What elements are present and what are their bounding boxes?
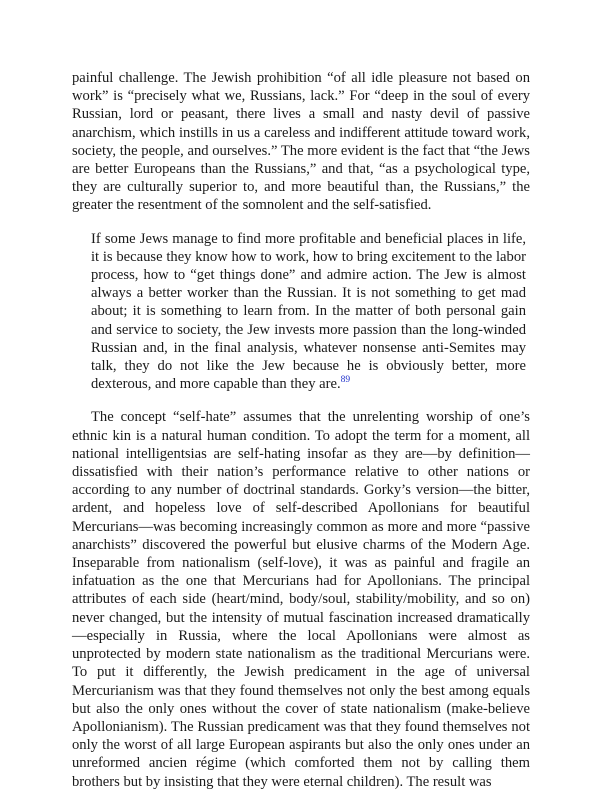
block-quote xyxy=(91,230,526,394)
page-body xyxy=(72,69,530,791)
paragraph-self-hate: The concept “self-hate” assumes that the unrelenting worship of one’s ethnic kin is a natural human condition. To adopt the term for a moment, all national intelligentsias are self-hating insofar as they are—by definition—dissatisfied with their nation’s performance relative to other nations or according to any number of doctrinal standards. Gorky’s version—the bitter, ardent, and hopeless love of self-described Apollonians for beautiful Mercurians—was becoming increasingly common as more and more “passive anarchists” discovered the powerful but elusive charms of the Modern Age. Inseparable from nationalism (self-love), it was as painful and fragile an infatuation as the one that Mercurians had for Apollonians. The principal attributes of each side (heart/mind, body/soul, stability/mobility, and so on) never changed, but the intensity of mutual fascination increased dramatically—especially in Russia, where the local Apollonians were almost as unprotected by modern state nationalism as the traditional Mercurians were. To put it differently, the Jewish predicament in the age of universal Mercurianism was that they found themselves not only the best among equals but also the only ones without the cover of state nationalism (make-believe Apollonianism). The Russian predicament was that they found themselves not only the worst of all large European aspirants but also the only ones under an unreformed ancien régime (which comforted them not by calling them brothers but by insisting that they were eternal children). The result was xyxy=(72,409,530,790)
paragraph-continued: painful challenge. The Jewish prohibition “of all idle pleasure not based on work” is “precisely what we, Russians, lack.” For “deep in the soul of every Russian, lord or peasant, there lives a small and nasty devil of passive anarchism, which instills in us a careless and indifferent attitude toward work, society, the people, and ourselves.” The more evident is the fact that “the Jews are better Europeans than the Russians,” and that, “as a psychological type, they are culturally superior to, and more beautiful than, the Russians,” the greater the resentment of the somnolent and the self-satisfied. xyxy=(72,70,530,214)
footnote-link-89[interactable]: 89 xyxy=(340,375,351,386)
block-quote-text: If some Jews manage to find more profitable and beneficial places in life, it is because they know how to work, how to bring excitement to the labor process, how to “get things done” and admire action. The Jew is almost always a better worker than the Russian. It is not something to get mad about; it is something to learn from. In the matter of both personal gain and service to society, the Jew invests more passion than the long-winded Russian and, in the final analysis, whatever nonsense anti-Semites may talk, they do not like the Jew because he is obviously better, more dexterous, and more capable than they are. xyxy=(91,230,526,393)
